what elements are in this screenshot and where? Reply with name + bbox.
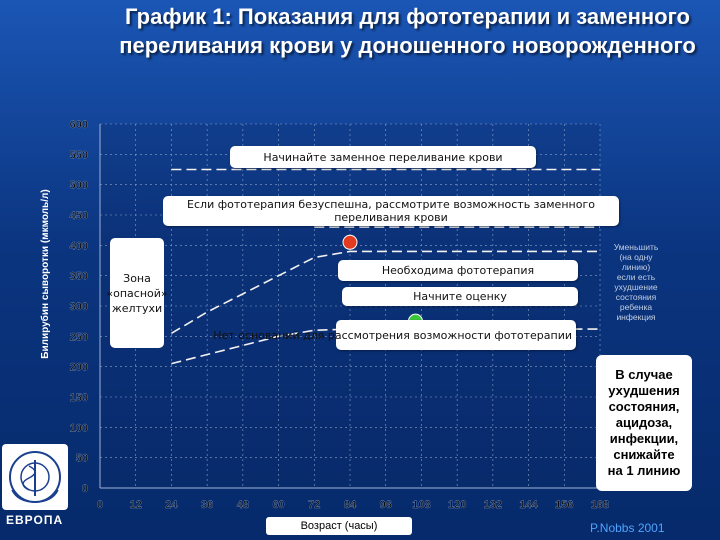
y-tick-label: 100 [69, 422, 88, 435]
x-tick-label: 144 [519, 499, 538, 511]
y-tick-label: 600 [69, 119, 88, 131]
reduce-line-note: Уменьшить (на одну линию) если есть ухудшение состояния ребенка инфекция [613, 242, 659, 322]
danger-zone-box: Зона «опасной» желтухи [110, 238, 164, 348]
y-tick-label: 350 [69, 270, 88, 283]
x-tick-label: 24 [165, 499, 178, 511]
callout-phototherapy-failed: Если фототерапия безуспешна, рассмотрите возможность заменного переливания крови [163, 196, 619, 226]
logo-text: ЕВРОПА [6, 513, 64, 527]
y-tick-label: 300 [69, 301, 88, 313]
x-tick-label: 132 [483, 499, 503, 511]
y-tick-label: 400 [69, 240, 88, 253]
worsening-note: В случае ухудшения состояния, ацидоза, инфекции, снижайте на 1 линию [596, 355, 692, 491]
x-tick-label: 120 [447, 499, 467, 511]
x-tick-label: 168 [590, 499, 610, 511]
x-tick-label: 36 [201, 499, 214, 511]
y-tick-label: 500 [69, 179, 88, 192]
x-tick-label: 0 [96, 499, 104, 511]
y-tick-label: 150 [69, 392, 88, 404]
x-tick-label: 72 [308, 499, 321, 511]
y-tick-label: 450 [69, 210, 88, 222]
x-tick-label: 48 [236, 499, 249, 511]
y-axis-label: Билирубин сыворотки (мкмоль/л) [40, 189, 51, 359]
callout-start-assessment: Начните оценку [342, 287, 578, 306]
x-tick-label: 108 [412, 499, 431, 511]
callout-no-phototherapy: Нет оснований для рассмотрения возможности фототерапии [336, 320, 576, 350]
y-tick-label: 200 [69, 361, 88, 374]
y-tick-label: 50 [75, 452, 88, 465]
x-tick-label: 156 [555, 499, 574, 511]
y-tick-label: 0 [81, 483, 88, 495]
callout-exchange-transfusion: Начинайте заменное переливание крови [230, 146, 536, 168]
y-tick-label: 250 [69, 331, 88, 344]
x-tick-label: 60 [272, 499, 285, 511]
callout-phototherapy-needed: Необходима фототерапия [338, 260, 578, 281]
y-tick-label: 550 [69, 149, 88, 162]
x-tick-label: 84 [343, 499, 357, 511]
data-marker-1 [343, 235, 357, 249]
x-tick-label: 12 [129, 499, 142, 511]
page-title: График 1: Показания для фототерапии и заменного переливания крови у доношенного новорожденного [119, 4, 696, 58]
x-axis-label: Возраст (часы) [266, 517, 412, 535]
credit-text: P.Nobbs 2001 [590, 521, 665, 535]
x-tick-label: 96 [379, 499, 392, 511]
